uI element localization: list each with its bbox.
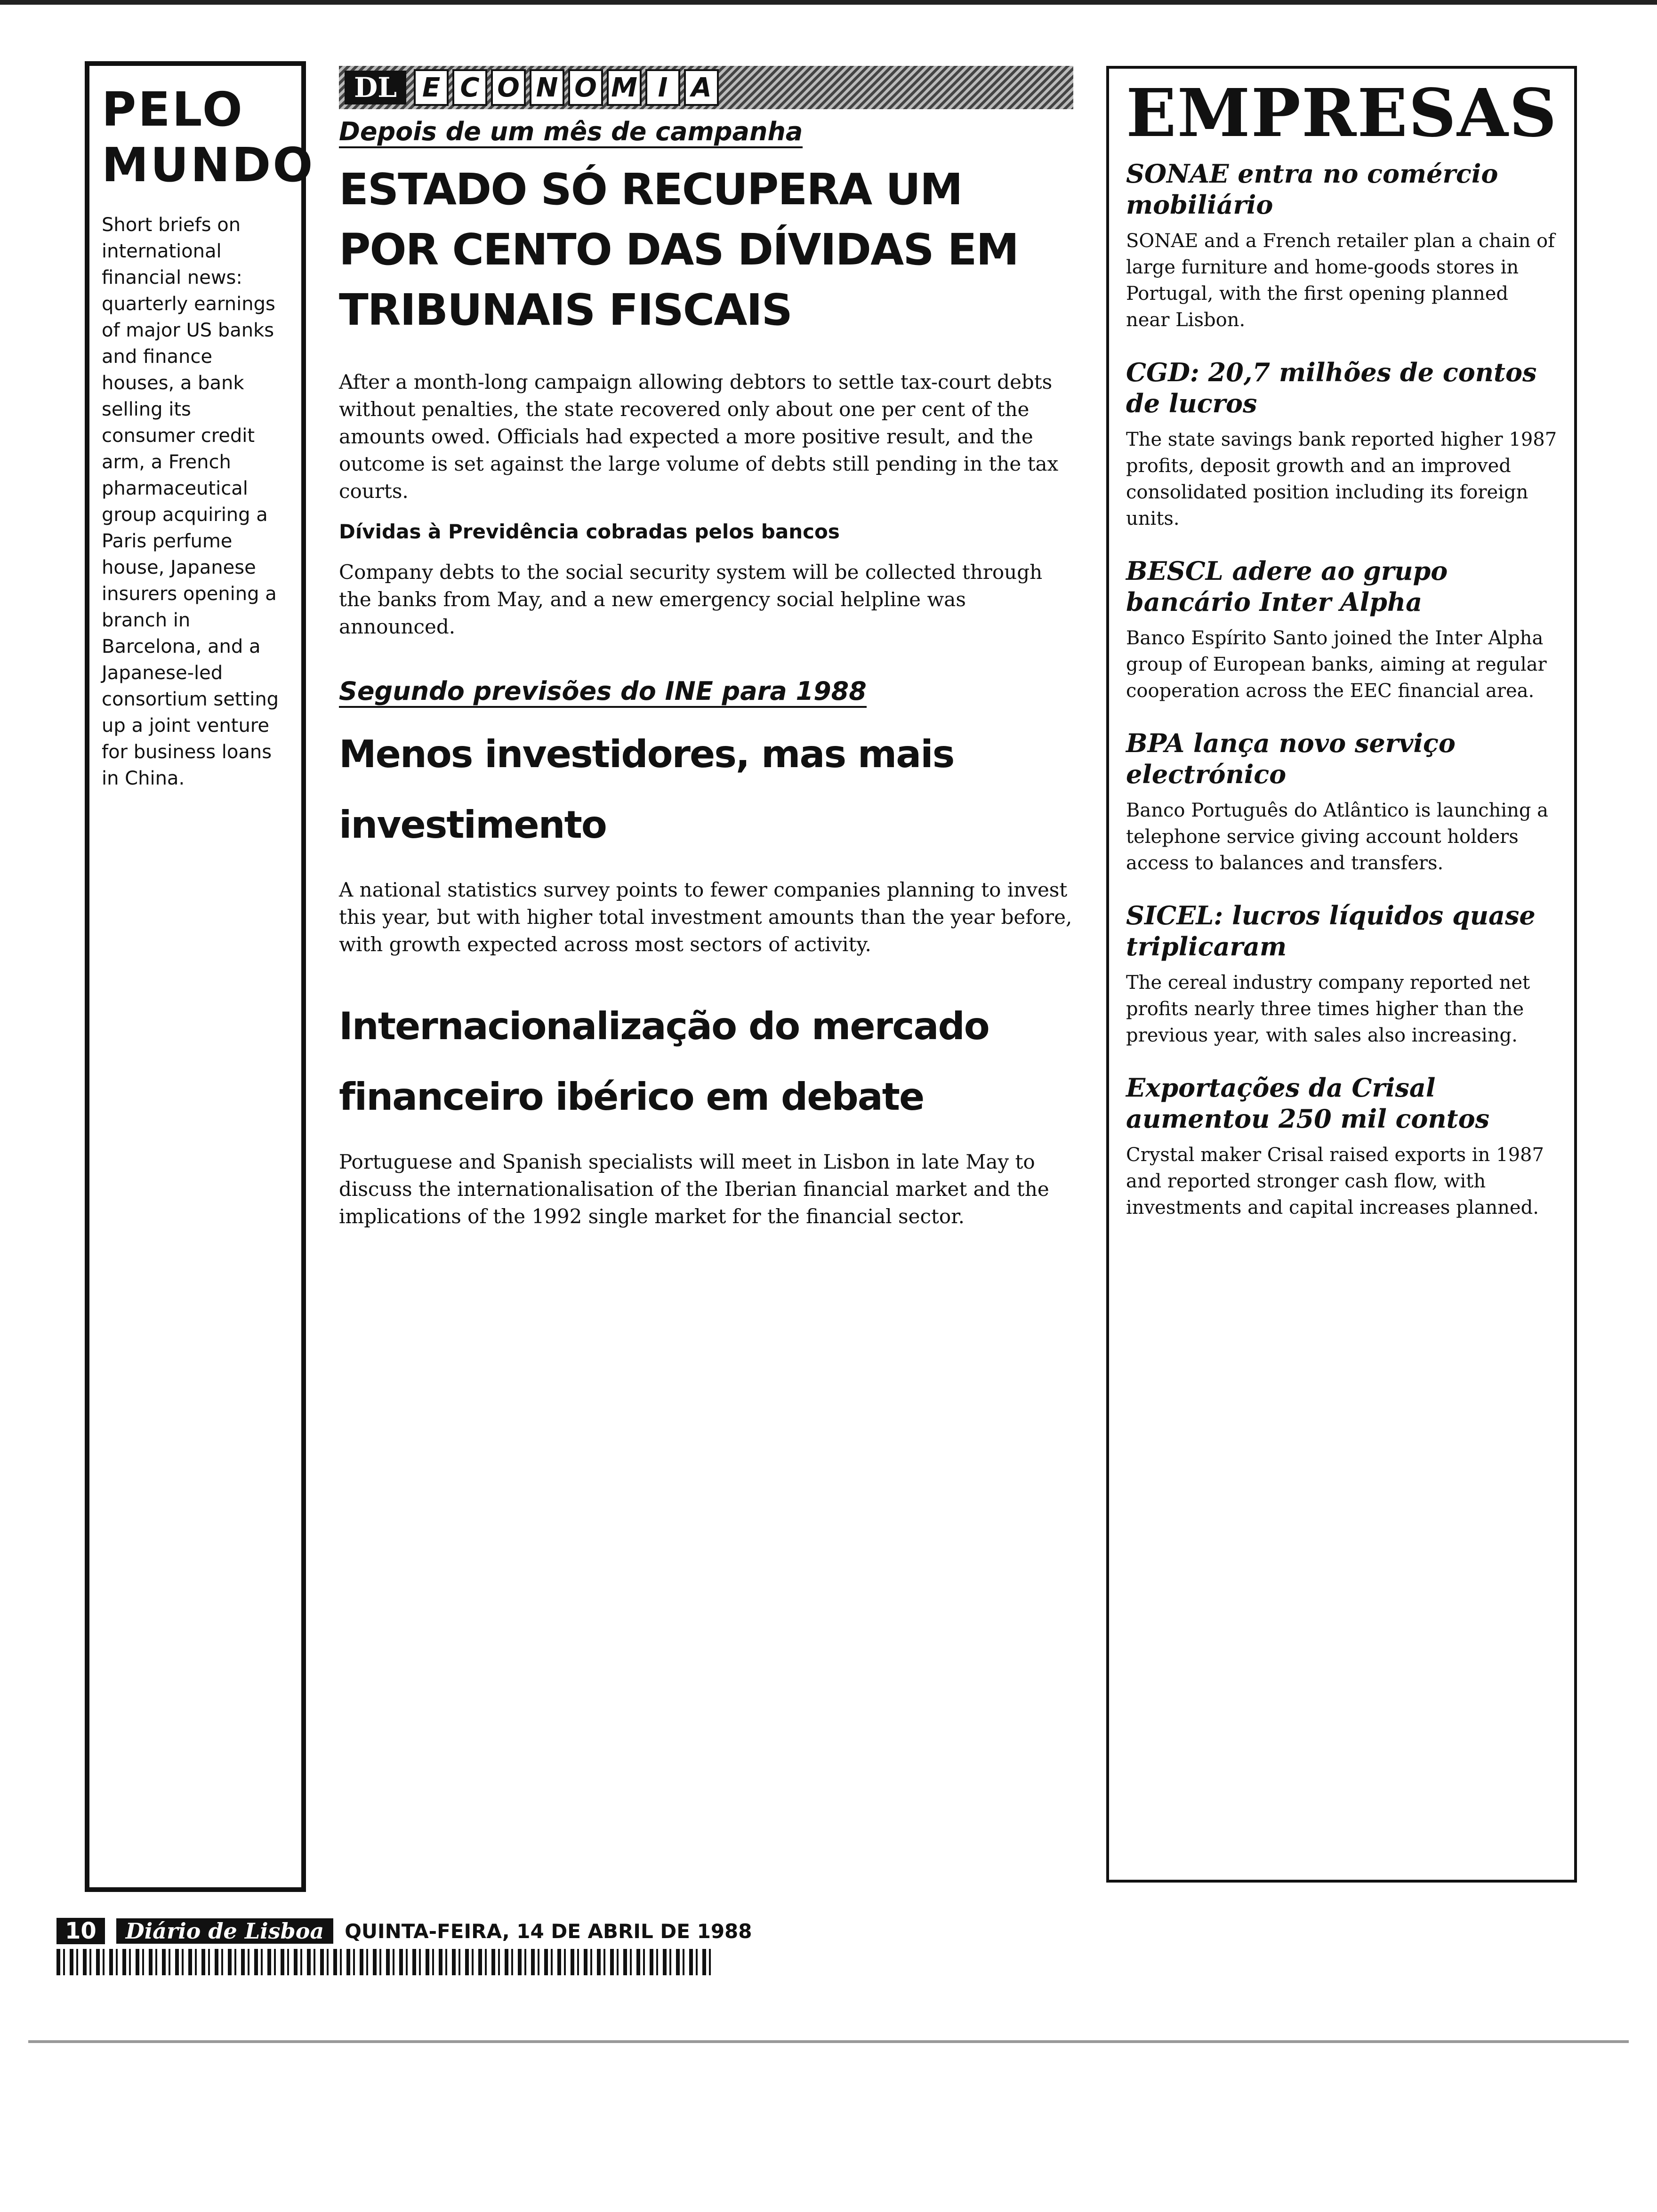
top-rule	[0, 0, 1657, 5]
article-headline: Internacionalização do mercado financeiro ibérico em debate	[339, 1004, 989, 1119]
print-registration-strip	[56, 1949, 716, 1975]
article-summary: Portuguese and Spanish specialists will meet in Lisbon in late May to discuss the internationalisation of the Iberian financial market and the implications of the 1992 single market for the financial sector.	[339, 1150, 1049, 1228]
bottom-rule	[28, 2040, 1629, 2043]
pelo-mundo-column	[85, 61, 315, 1892]
economia-column	[339, 66, 1073, 1897]
article-subhead: Dívidas à Previdência cobradas pelos bancos	[339, 520, 840, 543]
article-kicker: Depois de um mês de campanha	[339, 117, 803, 148]
banner-letter: C	[452, 69, 487, 106]
news-summary: SONAE and a French retailer plan a chain of large furniture and home-goods stores in Portugal, with the first opening planned near Lisbon.	[1126, 230, 1555, 331]
empresas-column	[1106, 66, 1577, 1883]
news-summary: Banco Português do Atlântico is launching a telephone service giving account holders access to balances and transfers.	[1126, 800, 1549, 874]
page-footer	[56, 1918, 1601, 1979]
news-heading: SONAE entra no comércio mobiliário	[1126, 159, 1498, 220]
banner-letter: E	[414, 69, 449, 106]
news-heading: BPA lança novo serviço electrónico	[1126, 728, 1456, 789]
article-investimento	[339, 669, 1073, 958]
banner-letter: M	[607, 69, 642, 106]
article-headline: ESTADO SÓ RECUPERA UM POR CENTO DAS DÍVIDAS EM TRIBUNAIS FISCAIS	[339, 164, 1019, 335]
section-banner	[339, 66, 1073, 109]
empresas-title: EMPRESAS	[1126, 75, 1558, 152]
article-summary-2: Company debts to the social security system will be collected through the banks from May, and a new emergency social helpline was announced.	[339, 561, 1043, 638]
news-summary: The cereal industry company reported net profits nearly three times higher than the previous year, with sales also increasing.	[1126, 972, 1530, 1046]
banner-letter: A	[684, 69, 719, 106]
article-mercado-iberico	[339, 991, 1073, 1230]
news-summary: The state savings bank reported higher 1987 profits, deposit growth and an improved consolidated position including its foreign units.	[1126, 429, 1557, 529]
banner-letter: N	[530, 69, 564, 106]
section-letters	[414, 69, 719, 106]
issue-date: QUINTA-FEIRA, 14 DE ABRIL DE 1988	[345, 1919, 752, 1943]
article-dividas	[339, 109, 1073, 641]
page-number: 10	[56, 1918, 105, 1944]
news-summary: Crystal maker Crisal raised exports in 1987 and reported stronger cash flow, with investments and capital increases planned.	[1126, 1144, 1544, 1218]
article-kicker: Segundo previsões do INE para 1988	[339, 676, 867, 708]
news-summary: Banco Espírito Santo joined the Inter Alpha group of European banks, aiming at regular cooperation across the EEC financial area.	[1126, 627, 1547, 702]
article-summary: After a month-long campaign allowing debtors to settle tax-court debts without penalties, the state recovered only about one per cent of the amounts owed. Officials had expected a more positive result, and the outcome is set against the large volume of debts still pending in the tax courts.	[339, 370, 1059, 503]
banner-letter: O	[568, 69, 603, 106]
article-summary: A national statistics survey points to fewer companies planning to invest this year, but with higher total investment amounts than the year before, with growth expected across most sectors of activity.	[339, 878, 1072, 956]
pelo-mundo-title: PELO MUNDO	[102, 82, 315, 192]
empresas-items	[1126, 158, 1557, 1221]
news-heading: Exportações da Crisal aumentou 250 mil contos	[1126, 1073, 1490, 1134]
banner-letter: O	[491, 69, 526, 106]
news-heading: CGD: 20,7 milhões de contos de lucros	[1126, 357, 1537, 418]
article-headline: Menos investidores, mas mais investimento	[339, 732, 954, 847]
news-heading: SICEL: lucros líquidos quase triplicaram	[1126, 900, 1536, 962]
newspaper-masthead: Diário de Lisboa	[116, 1918, 333, 1944]
news-heading: BESCL adere ao grupo bancário Inter Alpha	[1126, 556, 1448, 617]
dl-logo: DL	[345, 71, 406, 104]
banner-letter: I	[645, 69, 680, 106]
pelo-mundo-summary: Short briefs on international financial news: quarterly earnings of major US banks and finance houses, a bank selling its consumer credit arm, a French pharmaceutical group acquiring a Paris perfume house, Japanese insurers opening a branch in Barcelona, and a Japanese-led consortium setting up a joint venture for business loans in China.	[102, 214, 279, 789]
